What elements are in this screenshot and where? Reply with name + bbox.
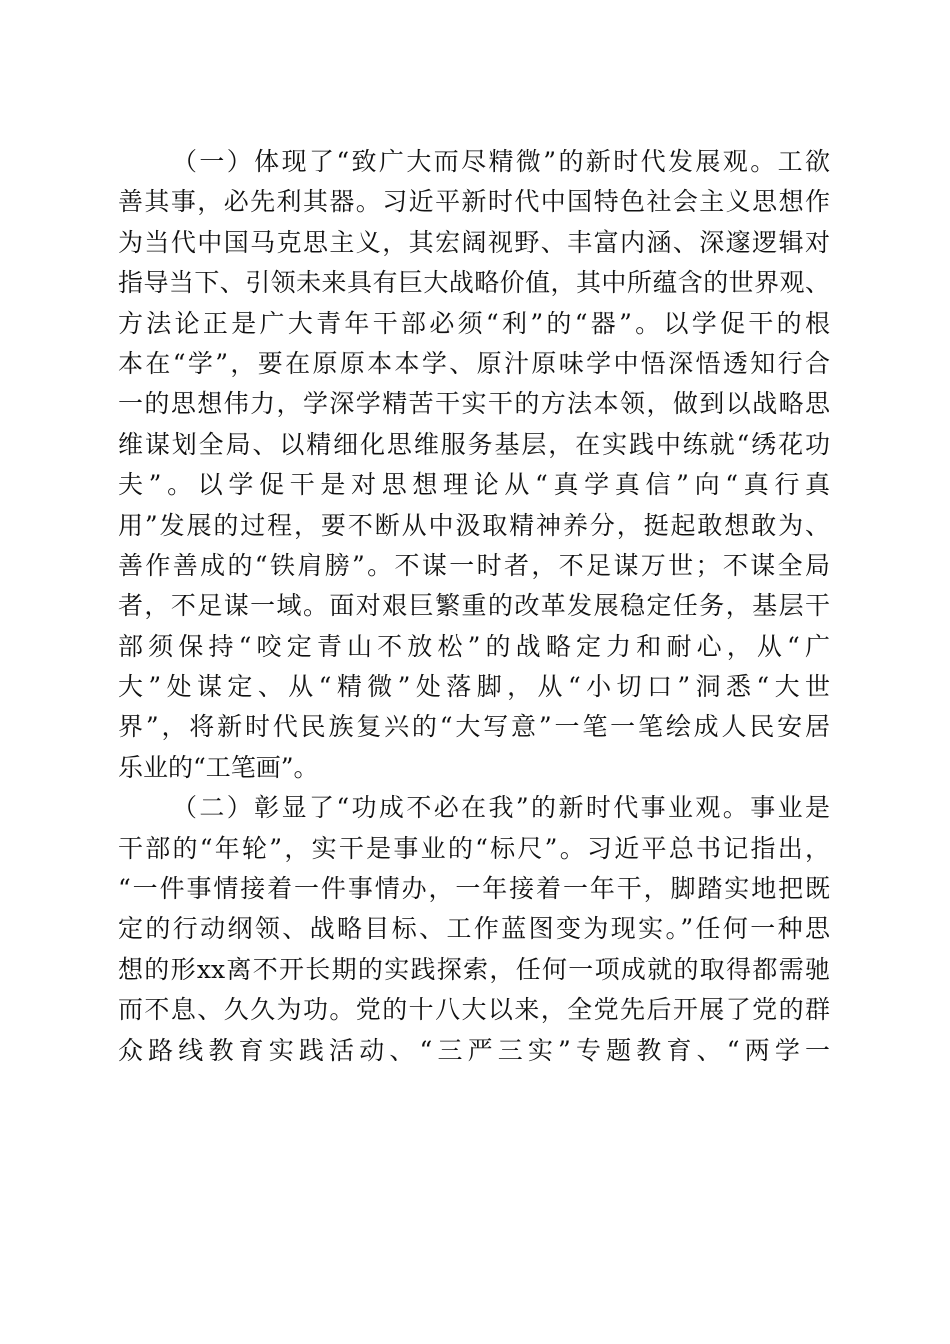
text-line: 定的行动纲领、战略目标、工作蓝图变为现实。”任何一种思	[118, 914, 830, 944]
text-line: 用”发展的过程，要不断从中汲取精神养分，挺起敢想敢为、	[118, 510, 830, 540]
paragraph-2-heading-line: （二）彰显了“功成不必在我”的新时代事业观。事业是	[172, 793, 830, 823]
text-line: 众路线教育实践活动、“三严三实”专题教育、“两学一	[118, 1035, 830, 1065]
document-body	[118, 142, 830, 1071]
text-line: 大”处谋定、从“精微”处落脚，从“小切口”洞悉“大世	[118, 672, 830, 702]
text-line: 干部的“年轮”，实干是事业的“标尺”。习近平总书记指出，	[118, 833, 830, 863]
text-line: 维谋划全局、以精细化思维服务基层，在实践中练就“绣花功	[118, 429, 830, 459]
text-line: 善作善成的“铁肩膀”。不谋一时者，不足谋万世；不谋全局	[118, 550, 830, 580]
text-line: 善其事，必先利其器。习近平新时代中国特色社会主义思想作	[118, 187, 830, 217]
text-line: 为当代中国马克思主义，其宏阔视野、丰富内涵、深邃逻辑对	[118, 227, 830, 257]
text-line: 指导当下、引领未来具有巨大战略价值，其中所蕴含的世界观、	[118, 268, 830, 298]
text-line: “一件事情接着一件事情办，一年接着一年干，脚踏实地把既	[118, 874, 830, 904]
paragraph-1-heading-line: （一）体现了“致广大而尽精微”的新时代发展观。工欲	[172, 147, 830, 176]
text-line: 而不息、久久为功。党的十八大以来，全党先后开展了党的群	[118, 995, 830, 1025]
text-line: 夫”。以学促干是对思想理论从“真学真信”向“真行真	[118, 470, 830, 500]
text-line: 想的形xx离不开长期的实践探索，任何一项成就的取得都需驰	[118, 954, 830, 984]
text-line: 者，不足谋一域。面对艰巨繁重的改革发展稳定任务，基层干	[118, 591, 830, 621]
text-line: 界”，将新时代民族复兴的“大写意”一笔一笔绘成人民安居	[118, 712, 830, 742]
text-line: 本在“学”，要在原原本本学、原汁原味学中悟深悟透知行合	[118, 348, 830, 378]
text-line: 部须保持“咬定青山不放松”的战略定力和耐心，从“广	[118, 631, 830, 661]
text-line: 乐业的“工笔画”。	[118, 752, 319, 782]
text-line: 一的思想伟力，学深学精苦干实干的方法本领，做到以战略思	[118, 389, 830, 419]
text-line: 方法论正是广大青年干部必须“利”的“器”。以学促干的根	[118, 308, 830, 338]
